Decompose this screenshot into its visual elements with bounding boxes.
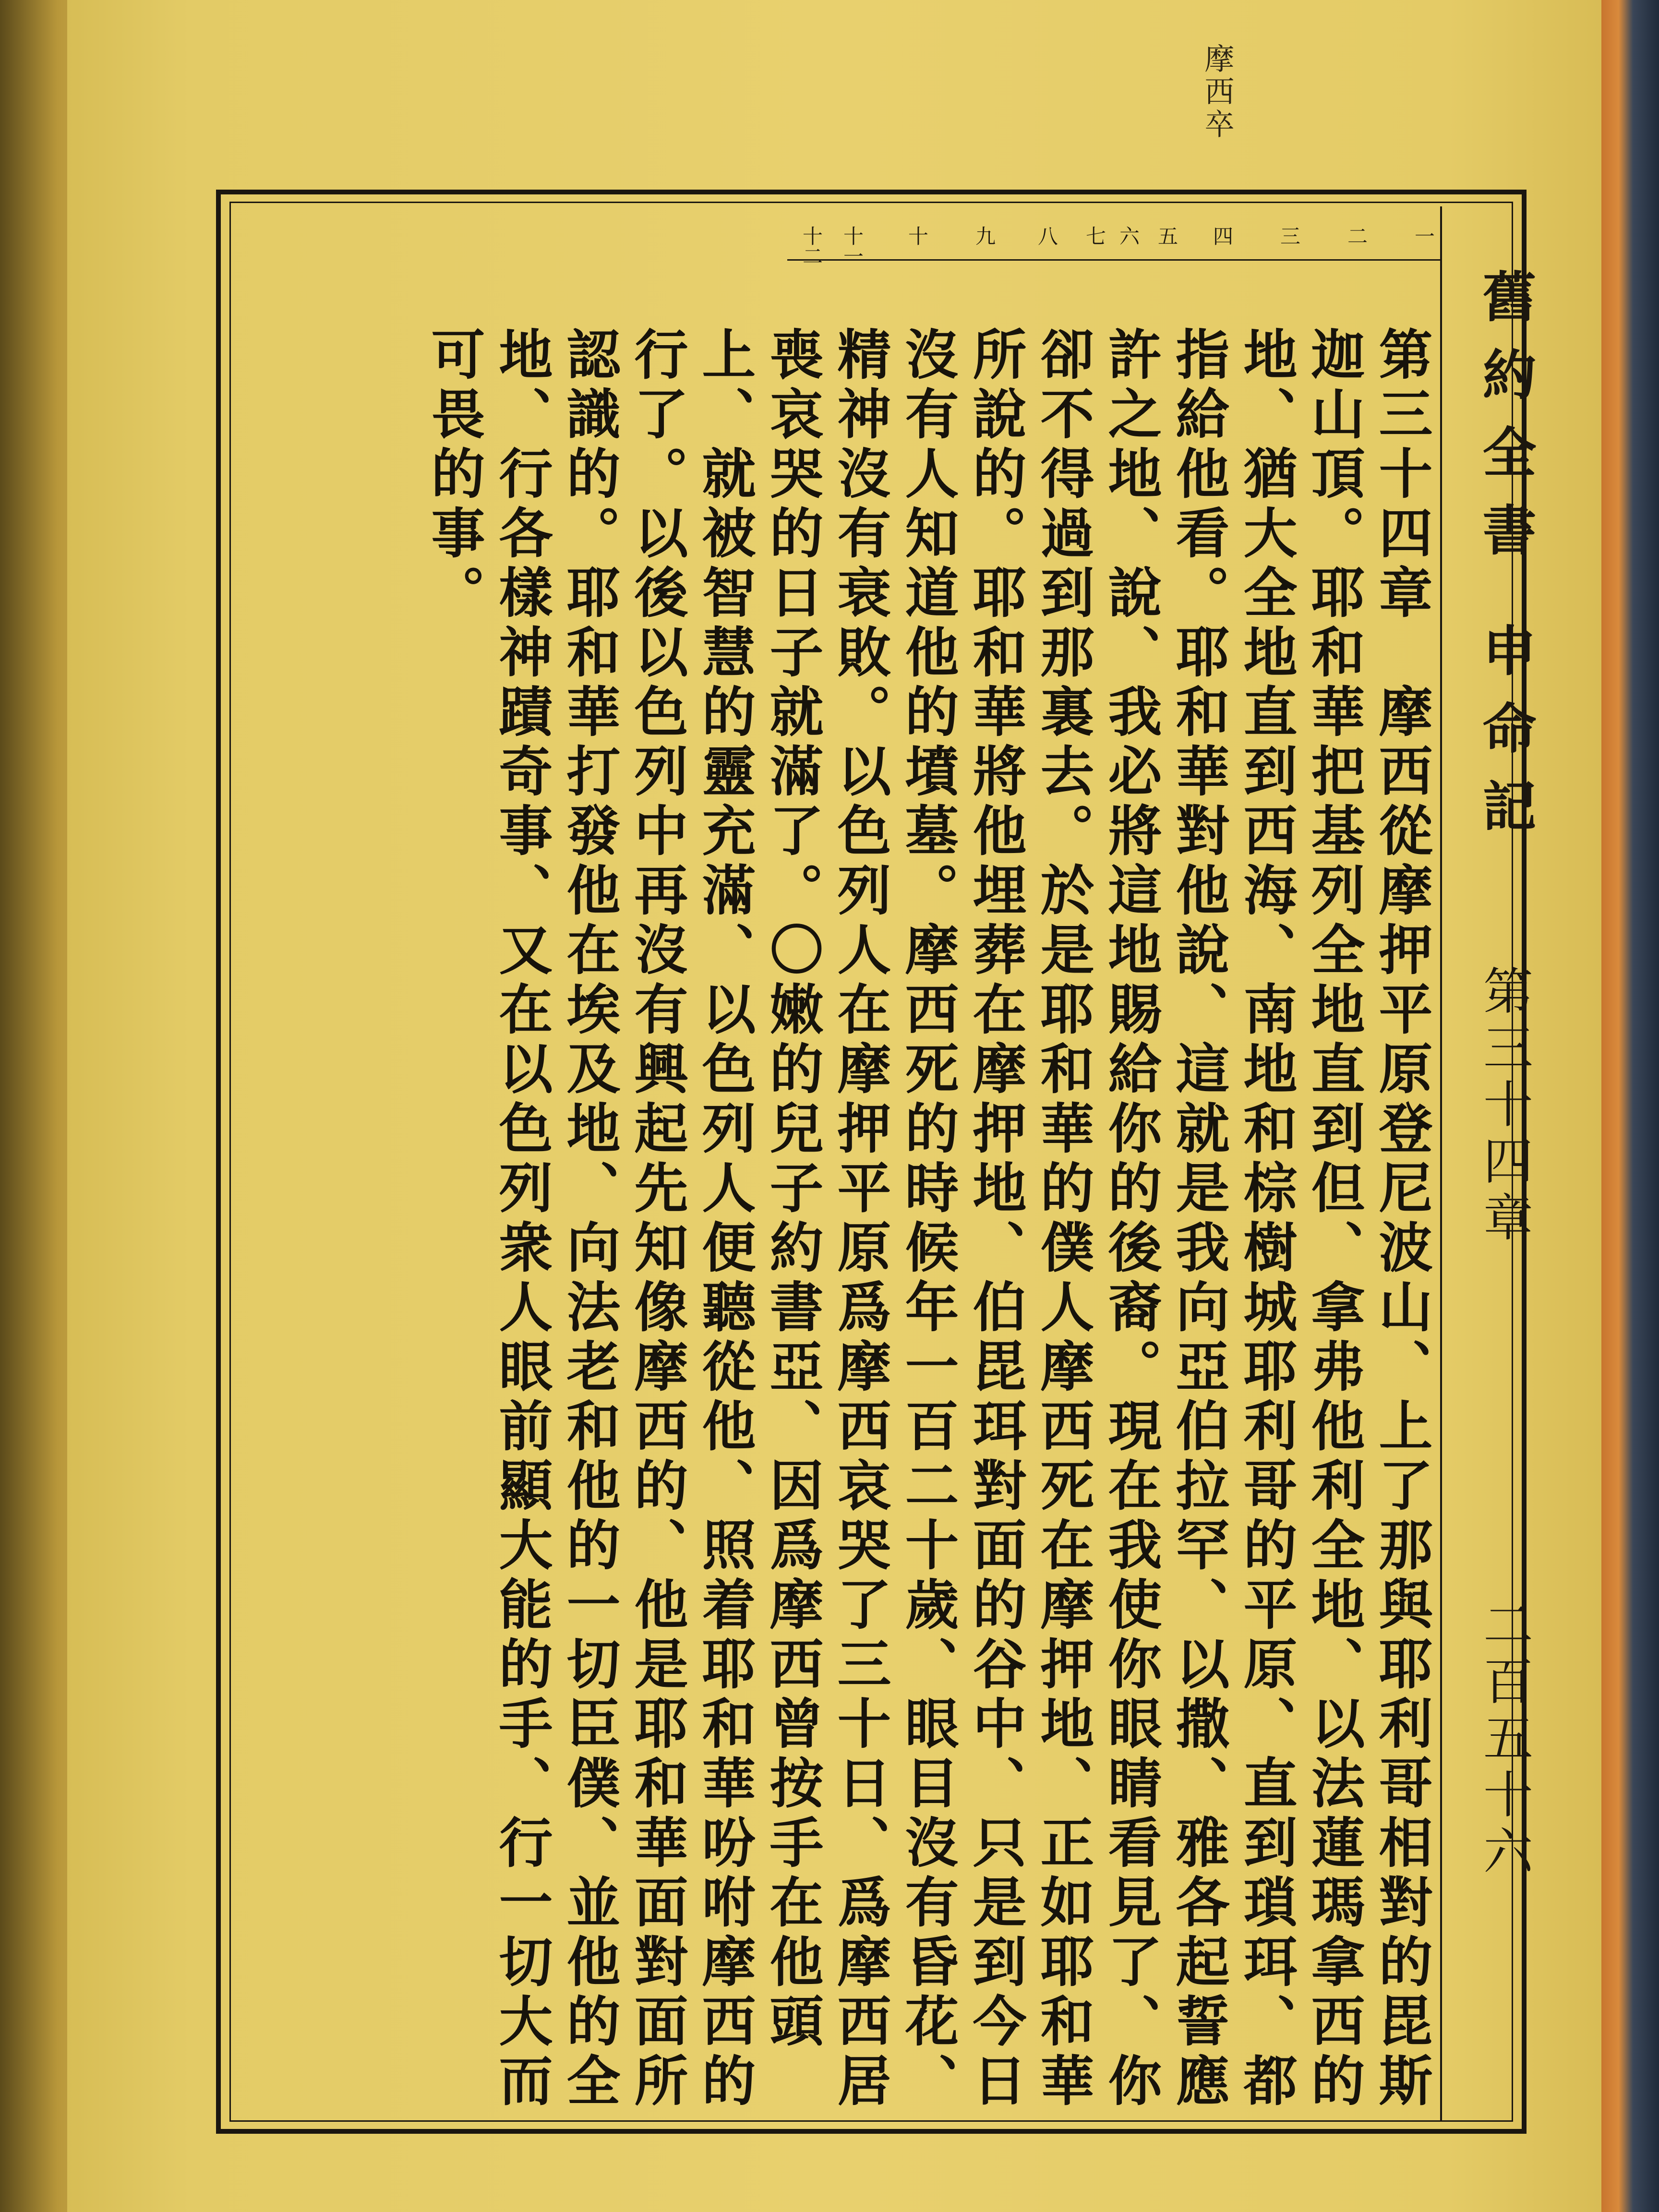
verse-number: 三 [1277,226,1301,246]
running-head: 摩西卒 [1200,43,1235,141]
verse-number: 四 [1210,226,1234,246]
verse-number: 七 [1083,226,1106,246]
page-number: 二百五十六 [1475,1599,1533,1882]
scripture-text: 第三十四章 摩西從摩押平原登尼波山、上了那與耶利哥相對的毘斯迦山頂。耶和華把基列全地直到但、拿弗他利全地、以法蓮瑪拿西的地、猶大全地直到西海、南地和棕樹城耶利哥的平原、直到瑣珥、都指給他看。耶和華對他說、這就是我向亞伯拉罕、以撒、雅各起誓應許之地、說、我必將這地賜給你的後裔。現在我使你眼睛看見了、你卻不得過到那裏去。於是耶和華的僕人摩西死在摩押地、正如耶和華所說的。耶和華將他埋葬在摩押地、伯毘珥對面的谷中、只是到今日沒有人知道他的墳墓。摩西死的時候年一百二十歲、眼目沒有昏花、精神沒有衰敗。以色列人在摩押平原爲摩西哀哭了三十日、爲摩西居喪哀哭的日子就滿了。〇嫩的兒子約書亞、因爲摩西曾按手在他頭上、就被智慧的靈充滿、以色列人便聽從他、照着耶和華吩咐摩西的行了。以後以色列中再沒有興起先知像摩西的、他是耶和華面對面所認識的。耶和華打發他在埃及地、向法老和他的一切臣僕、並他的全地、行各樣神蹟奇事、又在以色列衆人眼前顯大能的手、行一切大而可畏的事。 [422,326,1433,2112]
scripture-body [422,326,1435,2112]
book-title: 舊約全書 申命記 [1474,269,1537,856]
book-edge-right [1601,0,1659,2212]
verse-number: 五 [1155,226,1178,246]
verse-number: 八 [1035,226,1058,246]
verse-number: 六 [1117,226,1140,246]
chapter-heading: 第三十四章 [1475,965,1533,1248]
verse-number: 二 [1345,226,1368,246]
verse-number: 十一 [841,226,864,266]
verse-number: 一 [1412,226,1435,246]
verse-number: 十二 [800,226,823,266]
verse-number: 十 [905,226,929,246]
verse-number: 九 [973,226,996,246]
